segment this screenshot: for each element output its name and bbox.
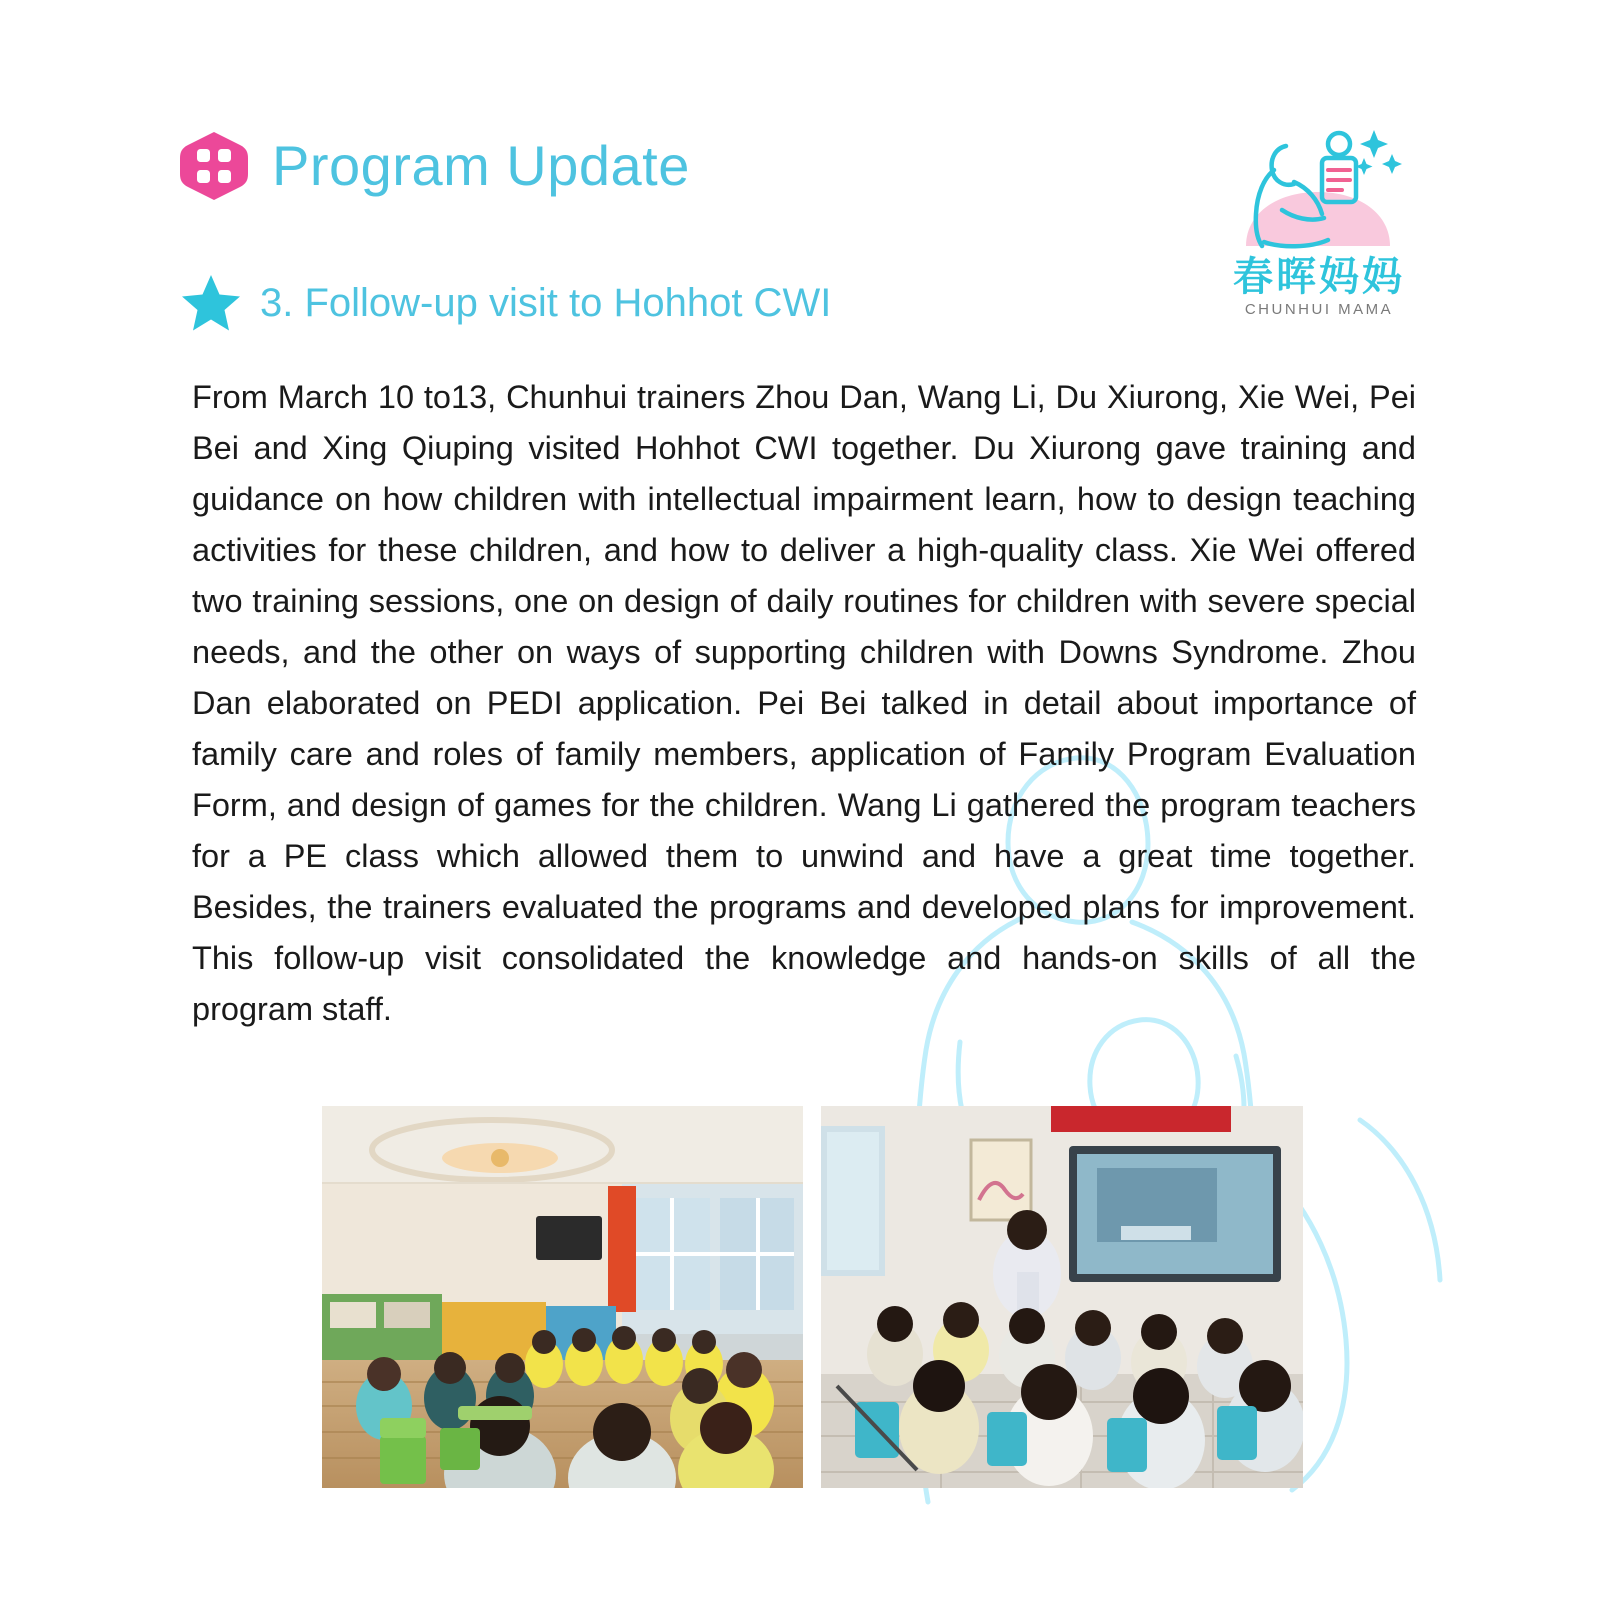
logo-name-english: CHUNHUI MAMA (1244, 301, 1394, 318)
logo-name-chinese: 春晖妈妈 (1233, 255, 1405, 299)
star-icon (180, 272, 242, 334)
photo-classroom-circle-training (322, 1106, 803, 1488)
photo-lecture-room-presentation (821, 1106, 1303, 1488)
page-header (178, 130, 690, 202)
section-heading (180, 272, 831, 334)
body-paragraph: From March 10 to13, Chunhui trainers Zhou Dan, Wang Li, Du Xiurong, Xie Wei, Pei Bei and Xing Qiuping visited Hohhot CWI together. Du Xiurong gave training and guidance on how children with intellectual impairment learn, how to design teaching activities for these children, and how to deliver a high-quality class. Xie Wei offered two training sessions, one on design of daily routines for children with severe special needs, and the other on ways of supporting children with Downs Syndrome. Zhou Dan elaborated on PEDI application. Pei Bei talked in detail about importance of family care and roles of family members, application of Family Program Evaluation Form, and design of games for the children. Wang Li gathered the program teachers for a PE class which allowed them to unwind and have a great time together. Besides, the trainers evaluated the programs and developed plans for improvement. This follow-up visit consolidated the knowledge and hands-on skills of all the program staff. (192, 379, 1416, 1027)
photo-gallery (322, 1106, 1303, 1488)
organization-logo (1214, 118, 1424, 318)
mother-and-child-mark-icon (1224, 118, 1414, 253)
page-title: Program Update (272, 134, 690, 197)
grid-hexagon-icon (178, 130, 250, 202)
section-title: 3. Follow-up visit to Hohhot CWI (260, 281, 832, 325)
